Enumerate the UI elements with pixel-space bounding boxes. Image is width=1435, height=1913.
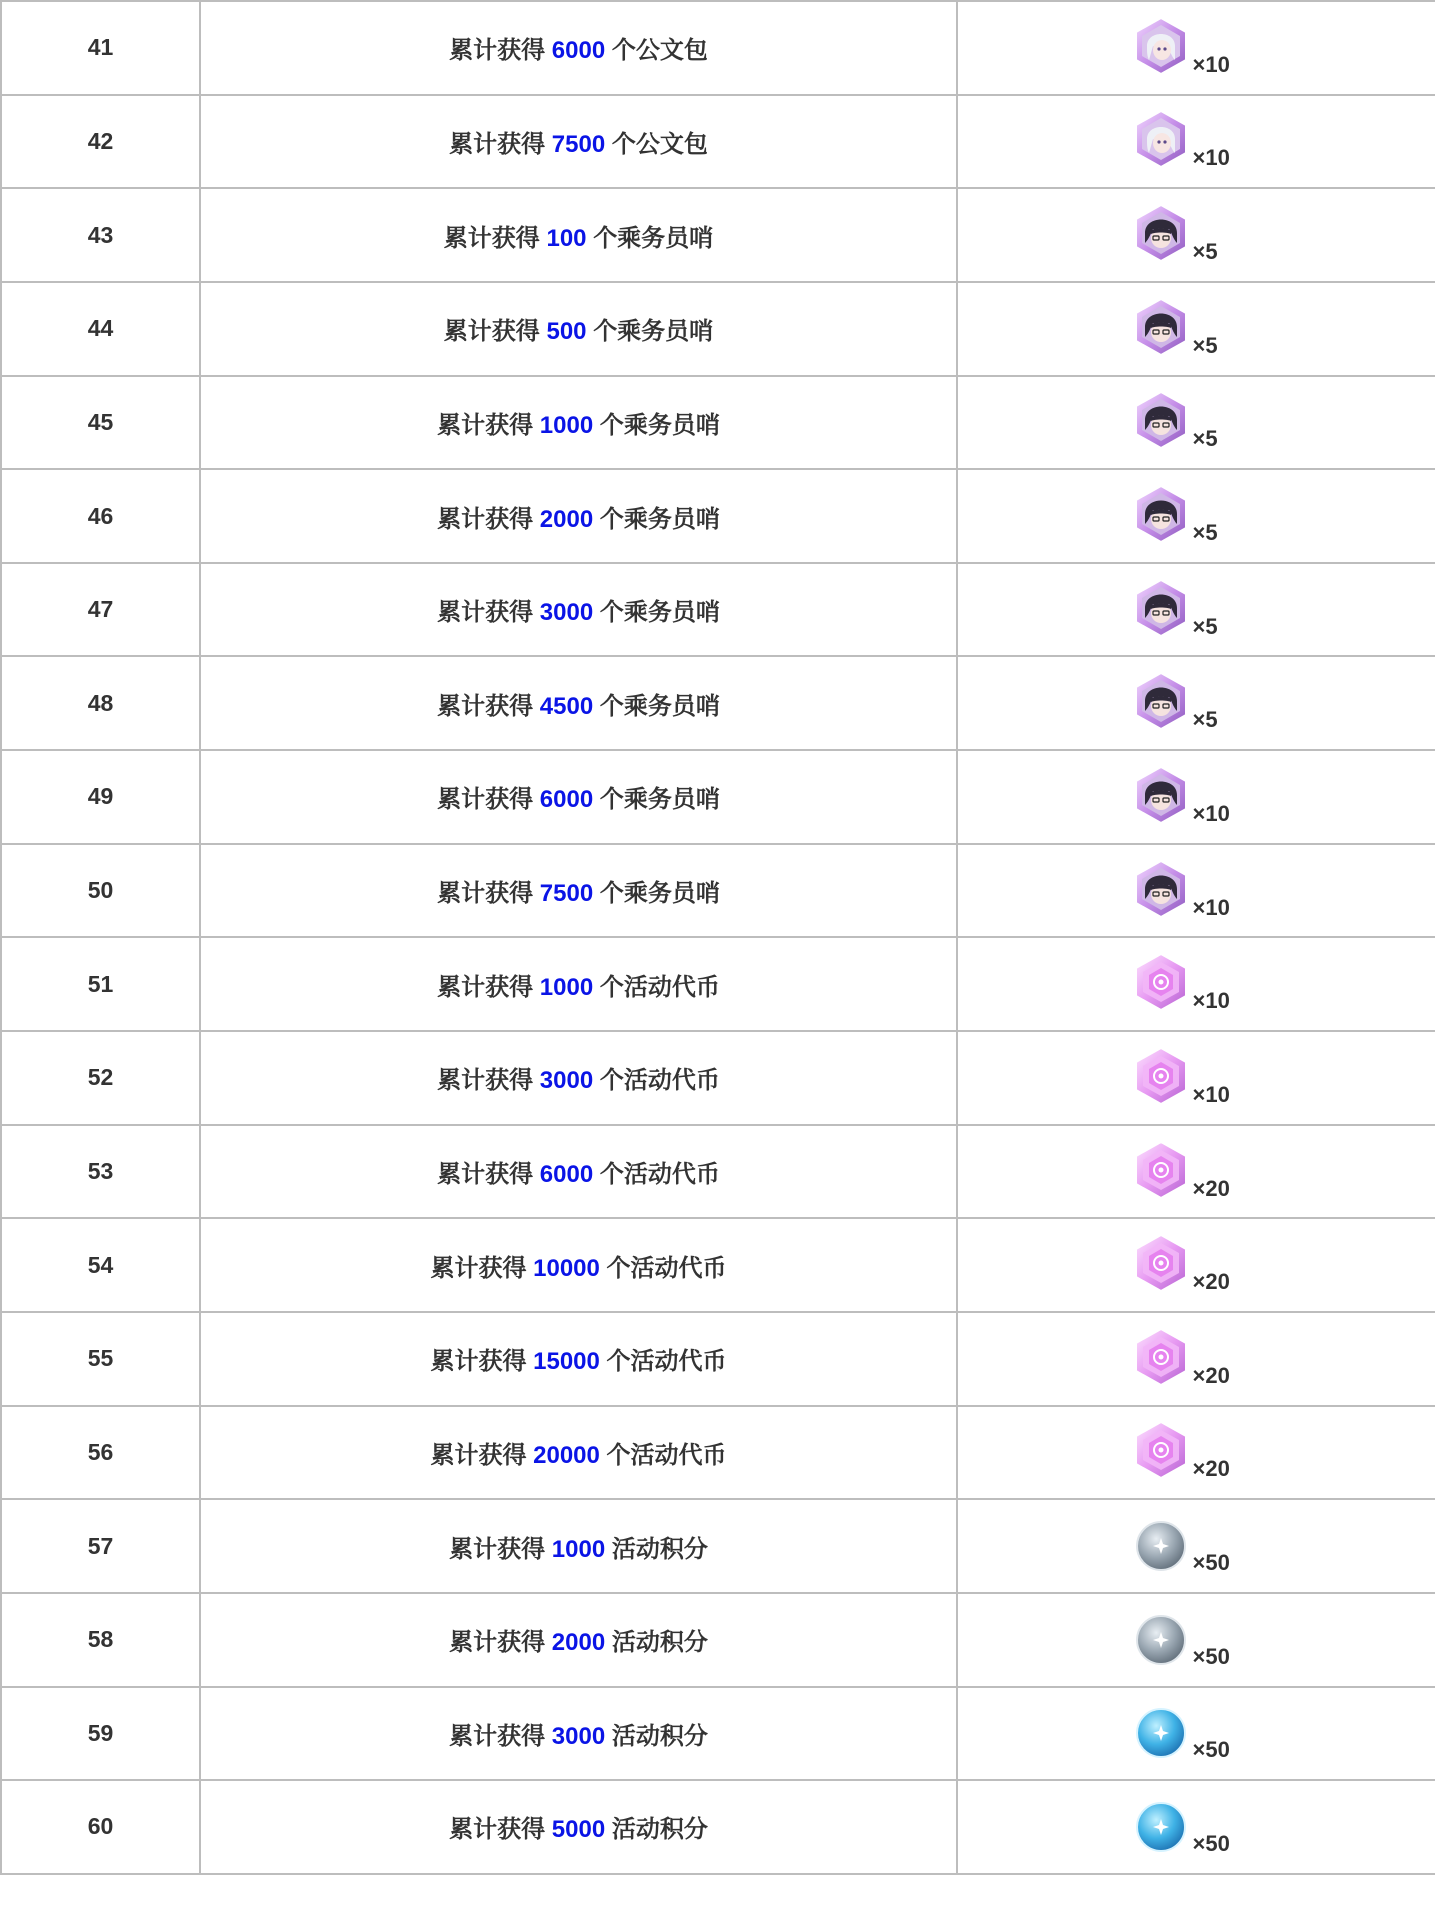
task-amount: 5000 <box>551 1816 606 1844</box>
task-description <box>200 376 957 470</box>
reward-item <box>1111 944 1271 1024</box>
briefcase-character-hex-icon[interactable] <box>1133 109 1189 169</box>
task-description <box>200 656 957 750</box>
row-index: 43 <box>1 188 200 282</box>
reward-quantity: ×50 <box>1192 1643 1230 1669</box>
reward-cell <box>957 1499 1435 1593</box>
task-amount: 10000 <box>533 1254 600 1282</box>
task-prefix: 累计获得 <box>430 1441 527 1469</box>
row-index: 56 <box>1 1406 200 1500</box>
reward-quantity: ×10 <box>1192 800 1230 826</box>
table-row <box>1 376 1435 470</box>
pink-crystal-hex-icon[interactable] <box>1133 1420 1189 1480</box>
table-row <box>1 750 1435 844</box>
reward-quantity: ×10 <box>1192 51 1230 77</box>
task-prefix: 累计获得 <box>449 1722 546 1750</box>
row-index: 50 <box>1 844 200 938</box>
silver-orb-icon[interactable] <box>1133 1514 1189 1574</box>
reward-item <box>1111 570 1271 650</box>
pink-crystal-hex-icon[interactable] <box>1133 1233 1189 1293</box>
row-index: 53 <box>1 1125 200 1219</box>
task-suffix: 个活动代币 <box>599 1161 720 1188</box>
reward-quantity: ×10 <box>1192 988 1230 1014</box>
task-prefix: 累计获得 <box>430 1254 527 1282</box>
table-row <box>1 469 1435 563</box>
row-index: 44 <box>1 282 200 376</box>
row-index: 49 <box>1 750 200 844</box>
attendant-character-hex-icon[interactable] <box>1133 297 1189 357</box>
table-row <box>1 1031 1435 1125</box>
task-description <box>200 1687 957 1781</box>
reward-quantity: ×5 <box>1192 613 1218 639</box>
task-prefix: 累计获得 <box>449 1629 546 1657</box>
task-description <box>200 1218 957 1312</box>
task-prefix: 累计获得 <box>449 130 546 158</box>
pink-crystal-hex-icon[interactable] <box>1133 1327 1189 1387</box>
reward-quantity: ×50 <box>1192 1550 1230 1576</box>
task-suffix: 个乘务员哨 <box>599 599 720 627</box>
reward-quantity: ×50 <box>1192 1737 1230 1763</box>
task-suffix: 个活动代币 <box>606 1254 727 1282</box>
reward-item <box>1111 1506 1271 1586</box>
task-description <box>200 1125 957 1219</box>
table-row <box>1 1 1435 95</box>
task-description <box>200 1 957 95</box>
reward-item <box>1111 851 1271 931</box>
reward-quantity: ×5 <box>1192 426 1218 452</box>
task-prefix: 累计获得 <box>443 224 540 252</box>
task-suffix: 个乘务员哨 <box>599 411 720 439</box>
attendant-character-hex-icon[interactable] <box>1133 390 1189 450</box>
reward-cell <box>957 1218 1435 1312</box>
reward-quantity: ×5 <box>1192 520 1218 546</box>
reward-item <box>1111 289 1271 369</box>
task-prefix: 累计获得 <box>449 1535 546 1563</box>
table-row <box>1 1499 1435 1593</box>
task-description <box>200 1499 957 1593</box>
reward-cell <box>957 1687 1435 1781</box>
reward-item <box>1111 1412 1271 1492</box>
row-index: 51 <box>1 937 200 1031</box>
task-amount: 20000 <box>533 1441 600 1469</box>
task-prefix: 累计获得 <box>437 505 534 533</box>
task-description <box>200 563 957 657</box>
reward-cell <box>957 937 1435 1031</box>
task-suffix: 活动积分 <box>611 1722 708 1750</box>
task-amount: 6000 <box>539 1161 594 1188</box>
table-row <box>1 1687 1435 1781</box>
attendant-character-hex-icon[interactable] <box>1133 765 1189 825</box>
task-amount: 15000 <box>533 1348 600 1376</box>
task-suffix: 个乘务员哨 <box>599 505 720 533</box>
task-prefix: 累计获得 <box>443 318 540 346</box>
task-prefix: 累计获得 <box>449 1816 546 1844</box>
task-suffix: 个活动代币 <box>599 973 720 1001</box>
task-description <box>200 750 957 844</box>
table-row <box>1 656 1435 750</box>
reward-item <box>1111 101 1271 181</box>
reward-cell <box>957 282 1435 376</box>
task-prefix: 累计获得 <box>437 599 534 627</box>
task-suffix: 活动积分 <box>611 1816 708 1844</box>
task-amount: 7500 <box>539 880 594 908</box>
task-suffix: 个公文包 <box>611 130 708 158</box>
reward-item <box>1111 1319 1271 1399</box>
reward-cell <box>957 1312 1435 1406</box>
task-amount: 6000 <box>539 786 594 814</box>
task-prefix: 累计获得 <box>449 37 546 65</box>
task-suffix: 个乘务员哨 <box>593 224 714 252</box>
task-prefix: 累计获得 <box>437 692 534 720</box>
reward-quantity: ×20 <box>1192 1269 1230 1295</box>
table-row <box>1 844 1435 938</box>
task-amount: 3000 <box>539 599 594 627</box>
row-index: 41 <box>1 1 200 95</box>
attendant-character-hex-icon[interactable] <box>1133 859 1189 919</box>
table-row <box>1 1406 1435 1500</box>
task-prefix: 累计获得 <box>437 880 534 908</box>
reward-item <box>1111 1038 1271 1118</box>
task-amount: 1000 <box>551 1535 606 1563</box>
task-description <box>200 937 957 1031</box>
task-suffix: 个活动代币 <box>606 1348 727 1376</box>
task-prefix: 累计获得 <box>437 973 534 1001</box>
pink-crystal-hex-icon[interactable] <box>1133 1046 1189 1106</box>
attendant-character-hex-icon[interactable] <box>1133 671 1189 731</box>
reward-quantity: ×50 <box>1192 1830 1230 1856</box>
task-description <box>200 1593 957 1687</box>
reward-quantity: ×5 <box>1192 239 1218 265</box>
task-suffix: 个乘务员哨 <box>599 692 720 720</box>
row-index: 58 <box>1 1593 200 1687</box>
task-suffix: 个乘务员哨 <box>599 786 720 814</box>
task-amount: 3000 <box>551 1722 606 1750</box>
row-index: 55 <box>1 1312 200 1406</box>
table-row <box>1 188 1435 282</box>
table-row <box>1 1312 1435 1406</box>
task-description <box>200 95 957 189</box>
task-amount: 4500 <box>539 692 594 720</box>
reward-quantity: ×10 <box>1192 894 1230 920</box>
task-amount: 2000 <box>539 505 594 533</box>
task-amount: 100 <box>546 224 587 252</box>
task-prefix: 累计获得 <box>437 786 534 814</box>
reward-item <box>1111 1225 1271 1305</box>
task-suffix: 活动积分 <box>611 1629 708 1657</box>
reward-quantity: ×10 <box>1192 145 1230 171</box>
task-description <box>200 844 957 938</box>
reward-cell <box>957 1780 1435 1874</box>
reward-table-body <box>1 1 1435 1874</box>
table-row <box>1 1780 1435 1874</box>
task-amount: 3000 <box>539 1067 594 1095</box>
task-description <box>200 1406 957 1500</box>
task-amount: 6000 <box>551 37 606 65</box>
reward-cell <box>957 188 1435 282</box>
reward-quantity: ×20 <box>1192 1362 1230 1388</box>
task-prefix: 累计获得 <box>430 1348 527 1376</box>
task-suffix: 个公文包 <box>611 37 708 65</box>
reward-cell <box>957 563 1435 657</box>
reward-item <box>1111 663 1271 743</box>
attendant-character-hex-icon[interactable] <box>1133 484 1189 544</box>
reward-quantity: ×20 <box>1192 1175 1230 1201</box>
row-index: 47 <box>1 563 200 657</box>
task-prefix: 累计获得 <box>437 411 534 439</box>
task-prefix: 累计获得 <box>437 1161 534 1188</box>
pink-crystal-hex-icon[interactable] <box>1133 952 1189 1012</box>
task-description <box>200 282 957 376</box>
reward-item <box>1111 1600 1271 1680</box>
reward-cell <box>957 95 1435 189</box>
task-description <box>200 469 957 563</box>
row-index: 54 <box>1 1218 200 1312</box>
table-row <box>1 937 1435 1031</box>
reward-cell <box>957 469 1435 563</box>
task-amount: 1000 <box>539 411 594 439</box>
attendant-character-hex-icon[interactable] <box>1133 578 1189 638</box>
reward-item <box>1111 476 1271 556</box>
reward-item <box>1111 382 1271 462</box>
reward-cell <box>957 1031 1435 1125</box>
reward-cell <box>957 844 1435 938</box>
table-row <box>1 563 1435 657</box>
reward-quantity: ×20 <box>1192 1456 1230 1482</box>
row-index: 48 <box>1 656 200 750</box>
task-description <box>200 1780 957 1874</box>
row-index: 52 <box>1 1031 200 1125</box>
row-index: 60 <box>1 1780 200 1874</box>
table-row <box>1 95 1435 189</box>
task-description <box>200 1312 957 1406</box>
row-index: 45 <box>1 376 200 470</box>
task-suffix: 个活动代币 <box>606 1441 727 1469</box>
attendant-character-hex-icon[interactable] <box>1133 203 1189 263</box>
reward-item <box>1111 757 1271 837</box>
reward-item <box>1111 1787 1271 1867</box>
reward-cell <box>957 1125 1435 1219</box>
row-index: 46 <box>1 469 200 563</box>
silver-orb-icon[interactable] <box>1133 1608 1189 1668</box>
task-suffix: 个乘务员哨 <box>599 880 720 908</box>
reward-item <box>1111 1693 1271 1773</box>
task-suffix: 活动积分 <box>611 1535 708 1563</box>
task-description <box>200 1031 957 1125</box>
reward-cell <box>957 656 1435 750</box>
reward-cell <box>957 1406 1435 1500</box>
task-suffix: 个活动代币 <box>599 1067 720 1095</box>
reward-item <box>1111 1132 1271 1212</box>
table-row <box>1 1593 1435 1687</box>
task-suffix: 个乘务员哨 <box>593 318 714 346</box>
table-row <box>1 1125 1435 1219</box>
reward-quantity: ×5 <box>1192 707 1218 733</box>
reward-item <box>1111 195 1271 275</box>
blue-orb-icon[interactable] <box>1133 1795 1189 1855</box>
reward-cell <box>957 750 1435 844</box>
row-index: 57 <box>1 1499 200 1593</box>
briefcase-character-hex-icon[interactable] <box>1133 16 1189 76</box>
pink-crystal-hex-icon[interactable] <box>1133 1140 1189 1200</box>
task-prefix: 累计获得 <box>437 1067 534 1095</box>
reward-quantity: ×5 <box>1192 332 1218 358</box>
row-index: 42 <box>1 95 200 189</box>
blue-orb-icon[interactable] <box>1133 1701 1189 1761</box>
task-amount: 1000 <box>539 973 594 1001</box>
reward-cell <box>957 1 1435 95</box>
reward-cell <box>957 376 1435 470</box>
task-amount: 500 <box>546 318 587 346</box>
task-description <box>200 188 957 282</box>
row-index: 59 <box>1 1687 200 1781</box>
table-row <box>1 1218 1435 1312</box>
table-row <box>1 282 1435 376</box>
task-amount: 7500 <box>551 130 606 158</box>
reward-quantity: ×10 <box>1192 1081 1230 1107</box>
reward-cell <box>957 1593 1435 1687</box>
reward-item <box>1111 8 1271 88</box>
task-amount: 2000 <box>551 1629 606 1657</box>
